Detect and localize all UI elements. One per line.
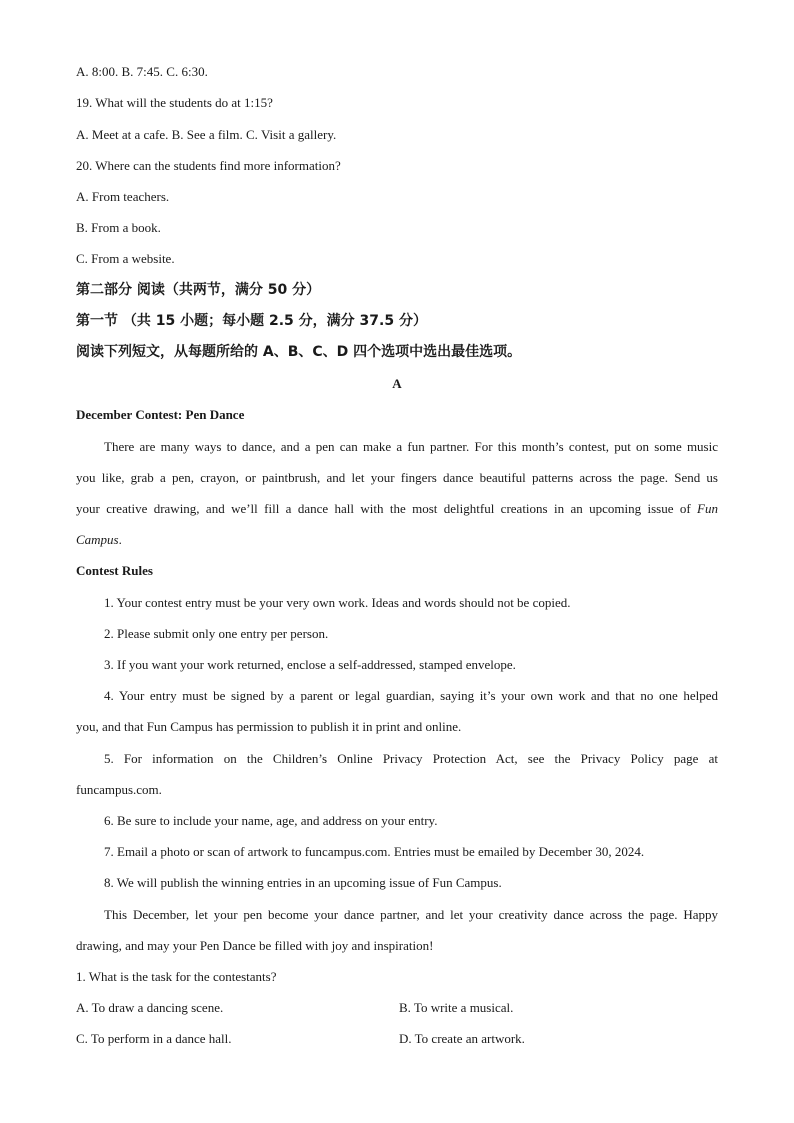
intro-line-4 [76,532,122,548]
reading-instruction: 阅读下列短文，从每题所给的 A、B、C、D 四个选项中选出最佳选项。 [76,344,522,360]
rule-2: 2. Please submit only one entry per person. [104,626,329,641]
passage-title: December Contest: Pen Dance [76,407,245,422]
question-1-option-a: A. To draw a dancing scene. [76,1000,224,1015]
rule-4-line-2: you, and that Fun Campus has permission to publish it in print and online. [76,719,462,734]
rule-4-line-1: 4. Your entry must be signed by a parent or legal guardian, saying it’s your own work and that no one helped [104,688,718,703]
rule-6: 6. Be sure to include your name, age, and address on your entry. [104,813,438,828]
intro-line-2: you like, grab a pen, crayon, or paintbrush, and let your fingers dance beautiful patterns across the page. Send us [76,470,718,485]
q19-stem: 19. What will the students do at 1:15? [76,95,273,110]
q20-option-c: C. From a website. [76,251,175,266]
question-1-option-d: D. To create an artwork. [399,1031,525,1046]
magazine-name-part1: Fun [697,501,718,516]
part2-heading: 第二部分 阅读（共两节，满分 50 分） [76,282,321,298]
intro-line-3 [76,501,718,517]
magazine-name-part2: Campus [76,532,119,547]
intro-line-3-text: your creative drawing, and we’ll fill a dance hall with the most delightful creations in an upcoming issue of [76,501,691,516]
q20-option-a: A. From teachers. [76,189,170,204]
rule-1: 1. Your contest entry must be your very own work. Ideas and words should not be copied. [104,595,571,610]
question-1-stem: 1. What is the task for the contestants? [76,969,277,984]
intro-line-4-end: . [118,532,122,547]
rule-3: 3. If you want your work returned, enclose a self-addressed, stamped envelope. [104,657,516,672]
question-1-option-c: C. To perform in a dance hall. [76,1031,232,1046]
rules-heading: Contest Rules [76,563,153,578]
closing-line-1: This December, let your pen become your dance partner, and let your creativity dance across the page. Happy [104,907,718,922]
rule-5-line-1: 5. For information on the Children’s Online Privacy Protection Act, see the Privacy Policy page at [104,751,718,766]
question-1-option-b: B. To write a musical. [399,1000,514,1015]
closing-line-2: drawing, and may your Pen Dance be filled with joy and inspiration! [76,938,434,953]
section1-heading: 第一节 （共 15 小题；每小题 2.5 分，满分 37.5 分） [76,313,427,329]
q19-options: A. Meet at a cafe. B. See a film. C. Visit a gallery. [76,127,337,142]
rule-5-line-2: funcampus.com. [76,782,162,797]
rule-8: 8. We will publish the winning entries in an upcoming issue of Fun Campus. [104,875,502,890]
intro-line-1: There are many ways to dance, and a pen can make a fun partner. For this month’s contest, put on some music [104,439,718,454]
passage-letter: A [392,376,402,391]
q20-stem: 20. Where can the students find more information? [76,158,341,173]
q18-options: A. 8:00. B. 7:45. C. 6:30. [76,64,208,79]
rule-7: 7. Email a photo or scan of artwork to funcampus.com. Entries must be emailed by December 30, 2024. [104,844,645,859]
q20-option-b: B. From a book. [76,220,161,235]
